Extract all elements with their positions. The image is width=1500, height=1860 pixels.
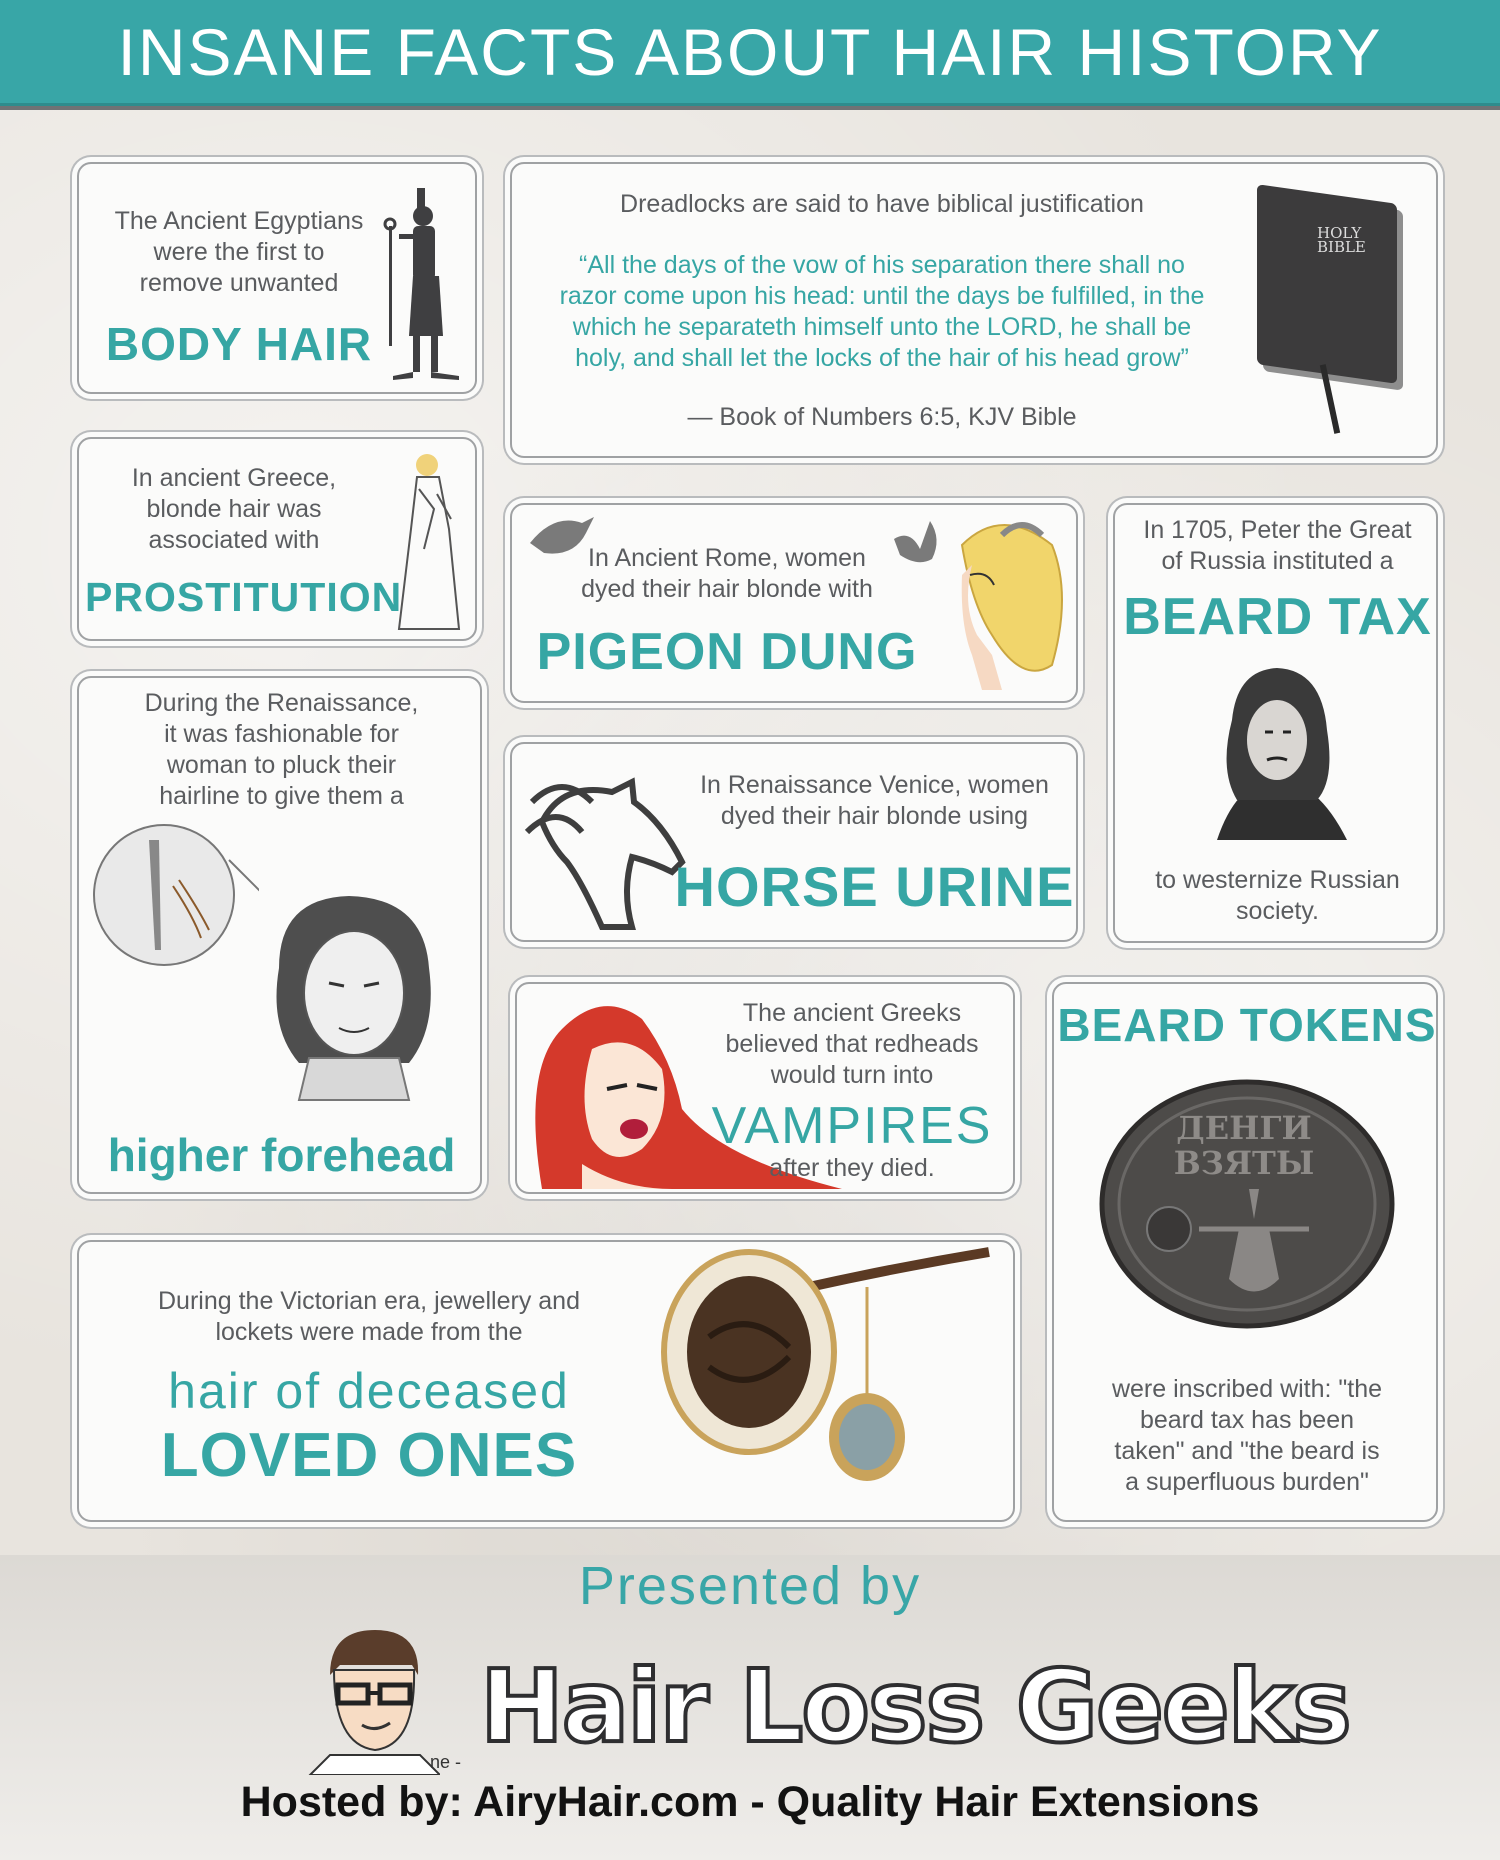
fact-text-line: blonde hair was (146, 495, 322, 523)
fact-card-rome (510, 503, 1078, 703)
bible-quote-line: which he separateth himself unto the LORD, he shall be (572, 313, 1192, 341)
fact-text-line: were inscribed with: "the (1111, 1375, 1383, 1403)
brand-logo-text: Hair Loss Geeks (480, 1648, 1350, 1765)
fact-highlight: PIGEON DUNG (536, 623, 918, 681)
fact-highlight: BEARD TAX (1123, 588, 1432, 646)
fact-text-line: of Russia instituted a (1161, 547, 1394, 575)
fact-text-line: woman to pluck their (166, 751, 397, 779)
fact-card-victorian (77, 1240, 1015, 1522)
fact-highlight: PROSTITUTION (85, 574, 403, 620)
fact-card-venice (510, 742, 1078, 942)
fact-text-line: The Ancient Egyptians (114, 207, 364, 235)
fact-highlight: BODY HAIR (105, 318, 373, 370)
fact-card-renaissance (77, 676, 482, 1194)
fact-text-line: to westernize Russian (1155, 866, 1400, 894)
fact-highlight: LOVED ONES (160, 1421, 578, 1490)
fact-text-line: dyed their hair blonde with (581, 575, 873, 603)
hair-locket-jewellery-icon (659, 1247, 1004, 1517)
fact-card-dreadlocks (510, 162, 1438, 458)
tweezers-closeup-icon (89, 820, 259, 990)
presented-by-label: Presented by (578, 1556, 922, 1616)
fact-text-line: During the Victorian era, jewellery and (158, 1287, 580, 1315)
fact-highlight: HORSE URINE (674, 855, 1075, 918)
page-header (0, 0, 1500, 106)
fact-text-line: associated with (148, 526, 320, 554)
renaissance-head-icon (239, 878, 464, 1103)
fact-text-line: remove unwanted (139, 269, 339, 297)
fact-highlight: VAMPIRES (711, 1097, 993, 1155)
holy-bible-icon (1227, 194, 1417, 384)
fact-card-redheads (515, 982, 1015, 1194)
bible-quote-line: “All the days of the vow of his separation there shall no (579, 251, 1185, 279)
bible-quote-line: razor come upon his head: until the days be fulfilled, in the (559, 282, 1205, 310)
fact-text-line: During the Renaissance, (144, 689, 419, 717)
fact-text-line: taken" and "the beard is (1114, 1437, 1380, 1465)
fact-card-beard-tokens (1052, 982, 1438, 1522)
hosted-by-line: Hosted by: AiryHair.com - Quality Hair Extensions (240, 1778, 1260, 1826)
fact-text-line: lockets were made from the (215, 1318, 523, 1346)
horse-head-icon (522, 762, 692, 932)
fact-text-line: would turn into (770, 1061, 934, 1089)
fact-highlight: higher forehead (107, 1129, 456, 1181)
fact-text-line: In ancient Greece, (131, 464, 337, 492)
fact-text-line: it was fashionable for (164, 720, 399, 748)
fact-text-line: after they died. (769, 1154, 935, 1182)
fact-text-line: beard tax has been (1139, 1406, 1355, 1434)
fact-highlight: BEARD TOKENS (1057, 999, 1437, 1051)
page-title: INSANE FACTS ABOUT HAIR HISTORY (117, 14, 1383, 89)
bible-cover (1257, 184, 1397, 384)
coin-inscription: ВЗЯТЫ (1173, 1144, 1315, 1182)
avatar-caption: ne - (430, 1752, 462, 1772)
fact-card-greece (77, 437, 477, 641)
fact-text-line: In 1705, Peter the Great (1143, 516, 1412, 544)
egyptian-figure-icon (379, 186, 479, 382)
greek-woman-icon (389, 449, 469, 634)
fact-text-line: In Ancient Rome, women (588, 544, 866, 572)
blonde-woman-icon (932, 515, 1072, 695)
fact-text-line: were the first to (153, 238, 325, 266)
fact-intro: Dreadlocks are said to have biblical justification (620, 190, 1144, 218)
fact-text-line: hairline to give them a (159, 782, 404, 810)
fact-text-line: dyed their hair blonde using (720, 802, 1029, 830)
bible-label: BIBLE (1317, 238, 1366, 256)
fact-text-line: a superfluous burden" (1125, 1468, 1369, 1496)
fact-text-line: society. (1236, 897, 1319, 925)
peter-the-great-portrait (1177, 660, 1377, 845)
fact-highlight: hair of deceased (168, 1363, 570, 1419)
fact-text-line: believed that redheads (725, 1030, 979, 1058)
fact-text-line: In Renaissance Venice, women (700, 771, 1049, 799)
cartoon-avatar-icon (300, 1625, 440, 1775)
bible-quote-line: holy, and shall let the locks of the hair of his head grow” (575, 344, 1189, 372)
fact-card-egypt (77, 162, 477, 394)
bible-label: HOLY (1317, 224, 1362, 242)
coin-inscription: ДЕНГИ (1176, 1109, 1312, 1147)
fact-text-line: The ancient Greeks (742, 999, 962, 1027)
bible-citation: — Book of Numbers 6:5, KJV Bible (687, 403, 1077, 431)
fact-card-peter (1113, 503, 1438, 943)
